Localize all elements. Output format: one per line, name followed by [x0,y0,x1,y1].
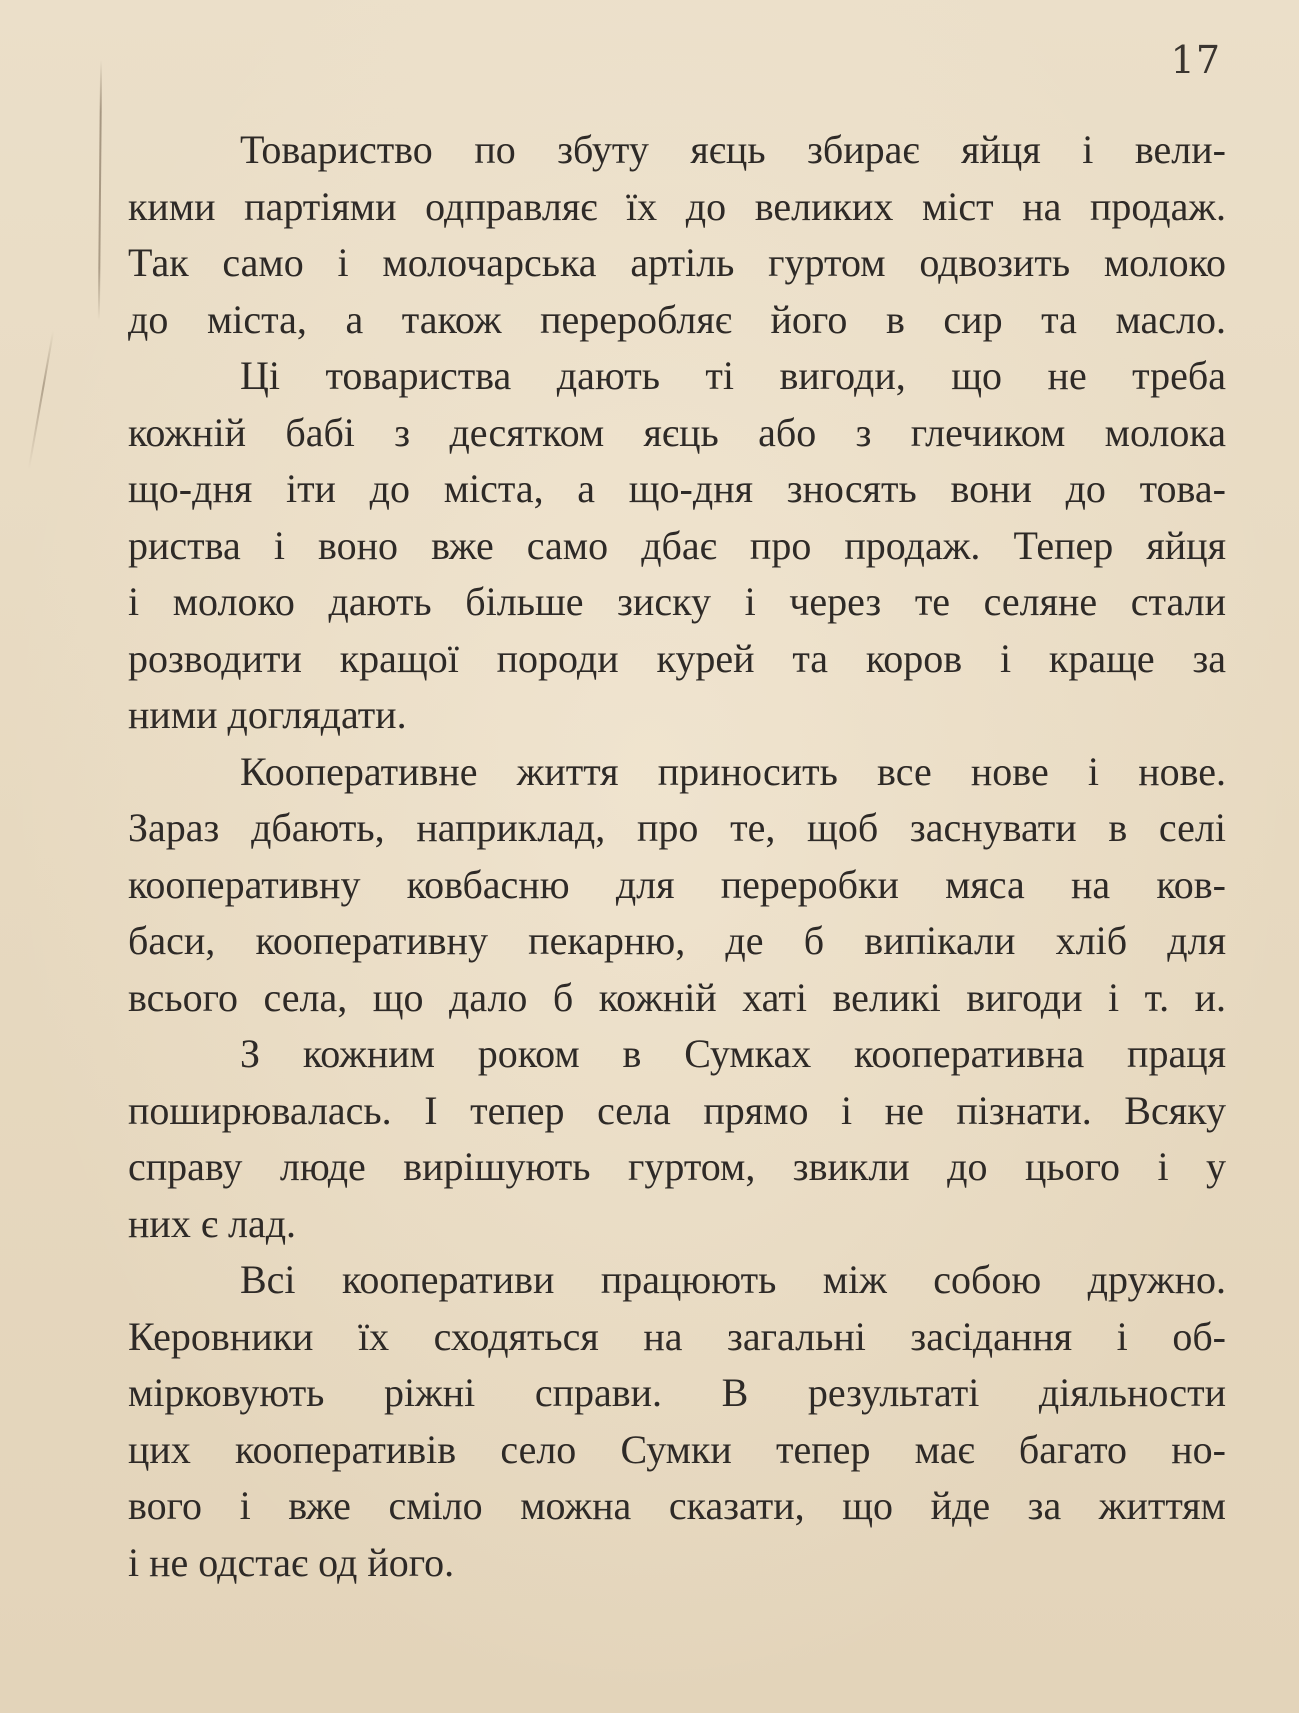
page-edge-mark [28,331,54,469]
text-line: всього села, що дало б кожній хаті великі вигоди і т. и. [128,974,1226,1020]
text-line: Ці товариства дають ті вигоди, що не треба [240,353,1226,398]
text-line: Товариство по збуту яєць збирає яйця і вели- [240,127,1226,172]
text-line: і молоко дають більше зиску і через те селяне стали [128,579,1226,624]
text-line: Зараз дбають, наприклад, про те, щоб заснувати в селі [128,805,1226,850]
text-line: і не одстає од його. [128,1539,455,1585]
text-line: справу люде вирішують гуртом, звикли до цього і у [128,1144,1226,1189]
text-line: Керовники їх сходяться на загальні засідання і об- [128,1313,1226,1359]
text-line: Всі кооперативи працюють між собою дружно. [240,1257,1226,1302]
text-line: Так само і молочарська артіль гуртом одвозить молоко [128,240,1226,285]
text-line: риства і воно вже само дбає про продаж. Тепер яйця [128,522,1226,568]
text-line: кожній бабі з десятком яєць або з глечиком молока [128,409,1226,455]
text-line: кими партіями одправляє їх до великих міст на продаж. [128,183,1226,229]
text-line: ними доглядати. [128,692,407,737]
text-line: до міста, а також переробляє його в сир та масло. [128,296,1226,342]
text-line: З кожним роком в Сумках кооперативна праця [240,1031,1226,1076]
text-line: баси, кооперативну пекарню, де б випікали хліб для [128,918,1226,963]
text-line: вого і вже сміло можна сказати, що йде за життям [128,1483,1226,1528]
text-line: розводити кращої породи курей та коров і краще за [128,635,1226,681]
text-line: поширювалась. І тепер села прямо і не пізнати. Всяку [128,1087,1226,1133]
text-line: мірковують ріжні справи. В результаті діяльности [128,1370,1226,1415]
text-line: цих кооперативів село Сумки тепер має багато но- [128,1426,1226,1472]
text-line: кооперативну ковбасню для переробки мяса на ков- [128,861,1226,907]
page-number: 17 [1170,38,1221,82]
text-line: них є лад. [128,1200,297,1246]
text-line: що-дня іти до міста, а що-дня зносять вони до това- [128,466,1226,511]
text-line: Кооперативне життя приносить все нове і нове. [240,748,1226,794]
body-text [128,122,1226,1591]
page-fold-mark [98,60,102,320]
